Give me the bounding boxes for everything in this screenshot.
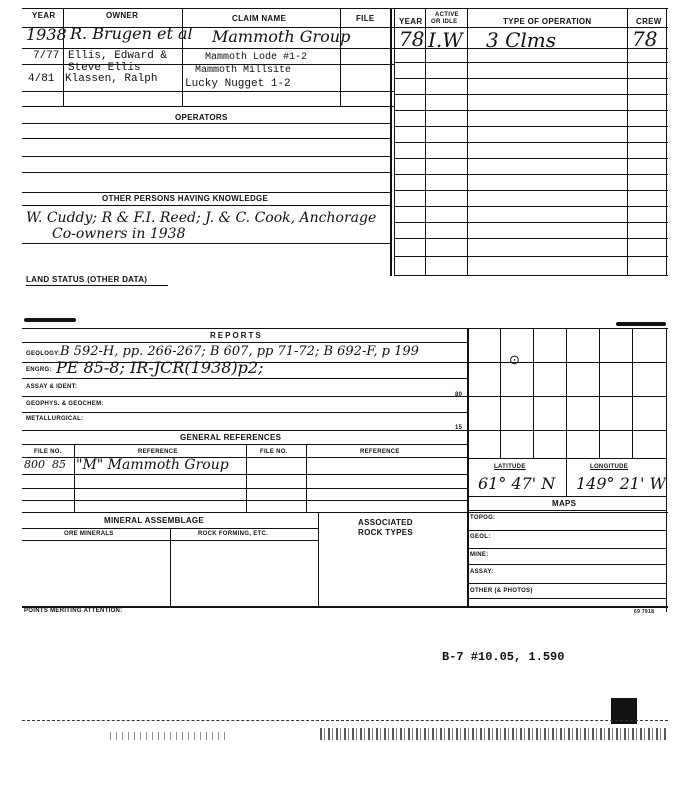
form-number: 69 7918 — [634, 609, 655, 615]
refs-file-no: FILE NO. — [34, 449, 62, 455]
grid-line — [467, 430, 666, 431]
reports-num-80: 80 — [455, 392, 463, 398]
owner-year-1: 1938 — [26, 25, 67, 44]
row-rule — [22, 172, 391, 173]
row-rule — [394, 126, 668, 127]
row-rule — [22, 106, 394, 107]
assoc-rock-2: ROCK TYPES — [358, 528, 414, 537]
row-rule — [22, 48, 394, 49]
row-rule — [394, 78, 668, 79]
row-rule — [394, 256, 668, 257]
rock-forming: ROCK FORMING, ETC. — [198, 531, 269, 537]
scan-noise — [110, 732, 230, 740]
row-rule — [22, 488, 467, 489]
row-rule — [22, 342, 467, 343]
owner-name-1: R. Brugen et al — [70, 24, 193, 43]
row-rule — [22, 378, 467, 379]
row-rule — [22, 444, 467, 445]
refs-row-ref: "M" Mammoth Group — [76, 457, 229, 473]
metallurgical-label: METALLURGICAL: — [26, 416, 84, 422]
grid-line — [533, 328, 534, 458]
reports-title: REPORTS — [210, 331, 263, 340]
activity-year: 78 — [399, 27, 425, 51]
row-rule — [22, 243, 391, 244]
header-crew: CREW — [636, 17, 662, 26]
grid-line — [632, 328, 633, 458]
maps-mine: MINE: — [470, 552, 489, 558]
activity-operation: 3 Clms — [486, 28, 557, 52]
col-divider — [306, 444, 307, 512]
claim-name-1: Mammoth Group — [212, 27, 351, 46]
header-idle: OR IDLE — [431, 19, 458, 25]
owner-year-2: 7/77 — [33, 50, 60, 62]
header-claim-name: CLAIM NAME — [232, 14, 287, 23]
claim-name-4: Lucky Nugget 1-2 — [185, 78, 291, 90]
grid-line — [467, 496, 666, 497]
row-rule — [22, 205, 391, 206]
refs-file-no-2: FILE NO. — [260, 449, 288, 455]
maps-geol: GEOL: — [470, 534, 491, 540]
latitude-label: LATITUDE — [494, 464, 526, 470]
longitude-label: LONGITUDE — [590, 464, 629, 470]
row-rule — [467, 548, 666, 549]
col-divider — [74, 444, 75, 512]
row-rule — [467, 583, 666, 584]
header-year-2: YEAR — [399, 17, 423, 26]
scan-mark — [24, 318, 76, 322]
row-rule — [22, 91, 394, 92]
row-rule — [394, 142, 668, 143]
activity-crew: 78 — [632, 27, 658, 51]
assay-label: ASSAY & IDENT: — [26, 384, 78, 390]
maps-other: OTHER (& PHOTOS) — [470, 588, 533, 594]
others-label: OTHER PERSONS HAVING KNOWLEDGE — [102, 194, 269, 203]
points-label: POINTS MERITING ATTENTION: — [24, 608, 123, 614]
row-rule — [22, 430, 467, 431]
row-rule — [22, 474, 467, 475]
row-rule — [22, 138, 391, 139]
grid-line — [467, 396, 666, 397]
grid-line — [566, 328, 567, 458]
grid-line — [666, 328, 667, 612]
refs-reference-2: REFERENCE — [360, 449, 400, 455]
general-refs-title: GENERAL REFERENCES — [180, 433, 282, 442]
owner-name-4: Klassen, Ralph — [65, 73, 158, 85]
header-active: ACTIVE — [435, 12, 459, 18]
row-rule — [394, 110, 668, 111]
row-rule — [394, 238, 668, 239]
maps-assay: ASSAY: — [470, 569, 494, 575]
header-operation: TYPE OF OPERATION — [503, 17, 592, 26]
owner-name-3: Steve Ellis — [68, 62, 141, 74]
others-line-2: Co-owners in 1938 — [52, 226, 186, 242]
row-rule — [394, 48, 668, 49]
land-status-underline — [26, 285, 168, 286]
col-divider — [318, 512, 319, 606]
row-rule — [467, 564, 666, 565]
scan-noise — [320, 728, 666, 740]
latitude-value: 61° 47' N — [478, 474, 556, 493]
owner-name-2: Ellis, Edward & — [68, 50, 168, 62]
reports-num-15: 15 — [455, 425, 463, 431]
maps-title: MAPS — [552, 499, 577, 508]
ore-minerals: ORE MINERALS — [64, 531, 114, 537]
col-divider — [566, 458, 567, 496]
row-rule — [22, 512, 668, 513]
row-rule — [22, 396, 467, 397]
grid-line — [467, 510, 666, 511]
land-status-label: LAND STATUS (OTHER DATA) — [26, 275, 148, 284]
row-rule — [394, 174, 668, 175]
scan-mark — [616, 322, 666, 326]
assoc-rock-1: ASSOCIATED — [358, 518, 413, 527]
header-owner: OWNER — [106, 11, 139, 20]
col-divider — [170, 528, 171, 606]
header-year: YEAR — [32, 11, 56, 20]
row-rule — [22, 123, 391, 124]
row-rule — [22, 412, 467, 413]
activity-status: I.W — [428, 28, 463, 52]
reports-top-rule — [22, 328, 668, 329]
bottom-reference: B-7 #10.05, 1.590 — [442, 650, 565, 664]
row-rule — [467, 598, 666, 599]
grid-line — [467, 362, 666, 363]
row-rule — [394, 206, 668, 207]
row-rule — [394, 222, 668, 223]
col-divider — [246, 444, 247, 512]
claim-name-3: Mammoth Millsite — [195, 65, 292, 76]
row-rule — [394, 275, 668, 276]
engrg-value: PE 85-8; IR-JCR(1938)p2; — [56, 358, 264, 377]
longitude-value: 149° 21' W — [576, 474, 666, 493]
header-file: FILE — [356, 14, 375, 23]
row-rule — [22, 500, 467, 501]
others-line-1: W. Cuddy; R & F.I. Reed; J. & C. Cook, Anchorage — [26, 210, 377, 226]
row-rule — [394, 62, 668, 63]
row-rule — [394, 158, 668, 159]
row-rule — [22, 156, 391, 157]
top-rule — [22, 8, 668, 9]
maps-topog: TOPOG: — [470, 515, 496, 521]
grid-line — [500, 328, 501, 458]
geophys-label: GEOPHYS. & GEOCHEM: — [26, 401, 104, 407]
operators-label: OPERATORS — [175, 113, 228, 122]
grid-marker-icon: ⊙ — [509, 352, 520, 367]
engrg-label: ENGRG: — [26, 367, 52, 373]
refs-row-num: 85 — [52, 458, 66, 471]
refs-row-file: 800 — [24, 458, 45, 471]
row-rule — [394, 94, 668, 95]
row-rule — [467, 530, 666, 531]
mineral-title: MINERAL ASSEMBLAGE — [104, 516, 205, 525]
geology-label: GEOLOGY: — [26, 351, 61, 357]
row-rule — [394, 190, 668, 191]
scan-edge — [22, 720, 668, 722]
refs-reference: REFERENCE — [138, 449, 178, 455]
claim-name-2: Mammoth Lode #1-2 — [205, 52, 308, 63]
owner-year-4: 4/81 — [28, 73, 55, 85]
geology-value: B 592-H, pp. 266-267; B 607, pp 71-72; B 692-F, p 199 — [60, 344, 419, 359]
row-rule — [22, 192, 391, 193]
grid-line — [599, 328, 600, 458]
